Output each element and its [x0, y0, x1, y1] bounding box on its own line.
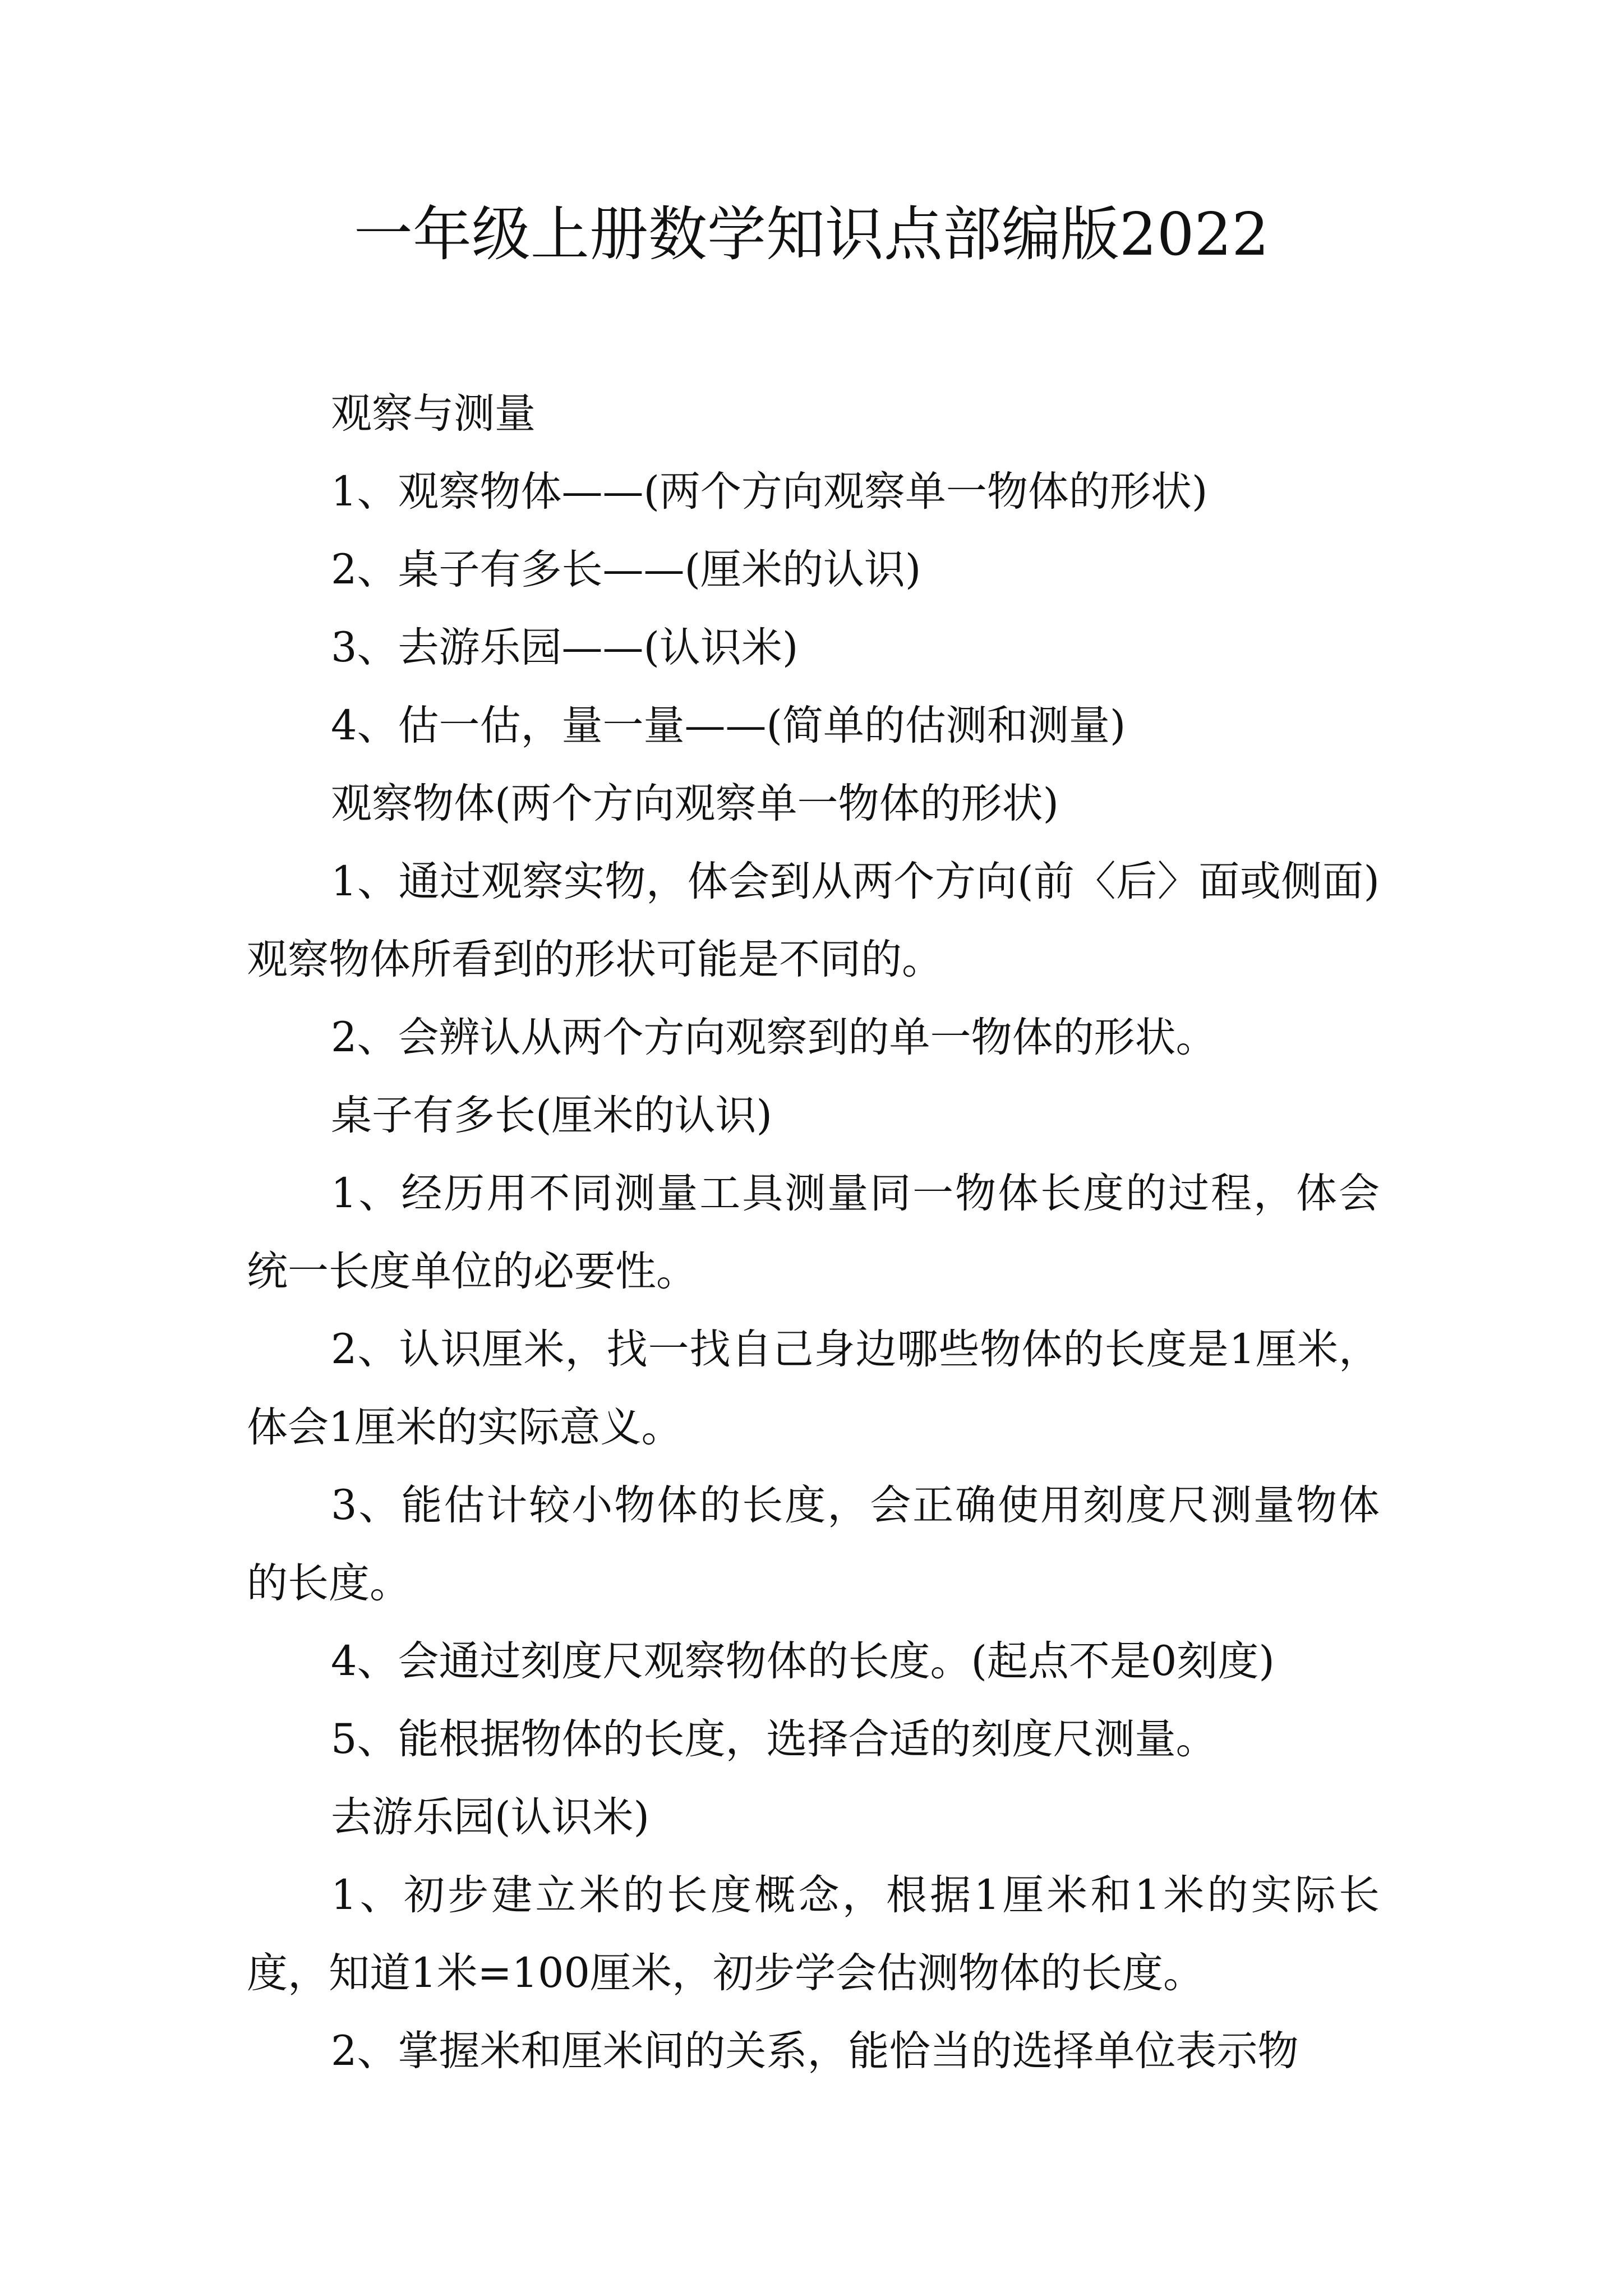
paragraph: 4、会通过刻度尺观察物体的长度。(起点不是0刻度)	[331, 1637, 1275, 1685]
document-body	[247, 375, 1380, 2090]
outline-item: 2、桌子有多长——(厘米的认识)	[331, 546, 921, 593]
outline-item: 3、去游乐园——(认识米)	[331, 624, 799, 671]
paragraph: 3、能估计较小物体的长度，会正确使用刻度尺测量物体的长度。	[247, 1481, 1380, 1607]
paragraph: 2、掌握米和厘米间的关系，能恰当的选择单位表示物	[331, 2027, 1299, 2075]
paragraph: 5、能根据物体的长度，选择合适的刻度尺测量。	[331, 1715, 1217, 1763]
paragraph: 2、会辨认从两个方向观察到的单一物体的形状。	[331, 1014, 1217, 1061]
section-heading-observe-measure: 观察与测量	[331, 390, 536, 438]
paragraph: 1、初步建立米的长度概念，根据1厘米和1米的实际长度，知道1米=100厘米，初步学会估测物体的长度。	[247, 1871, 1380, 1997]
section-heading-observe-objects: 观察物体(两个方向观察单一物体的形状)	[331, 780, 1059, 827]
paragraph: 1、经历用不同测量工具测量同一物体长度的过程，体会统一长度单位的必要性。	[247, 1170, 1380, 1295]
document-title: 一年级上册数学知识点部编版2022	[353, 200, 1270, 269]
outline-item: 1、观察物体——(两个方向观察单一物体的形状)	[331, 468, 1208, 516]
section-heading-table-length: 桌子有多长(厘米的认识)	[331, 1092, 772, 1139]
paragraph: 1、通过观察实物，体会到从两个方向(前〈后〉面或侧面)观察物体所看到的形状可能是不同的。	[247, 858, 1380, 983]
paragraph: 2、认识厘米，找一找自己身边哪些物体的长度是1厘米，体会1厘米的实际意义。	[247, 1326, 1380, 1451]
section-heading-amusement-park: 去游乐园(认识米)	[331, 1793, 649, 1841]
outline-item: 4、估一估，量一量——(简单的估测和测量)	[331, 702, 1126, 749]
